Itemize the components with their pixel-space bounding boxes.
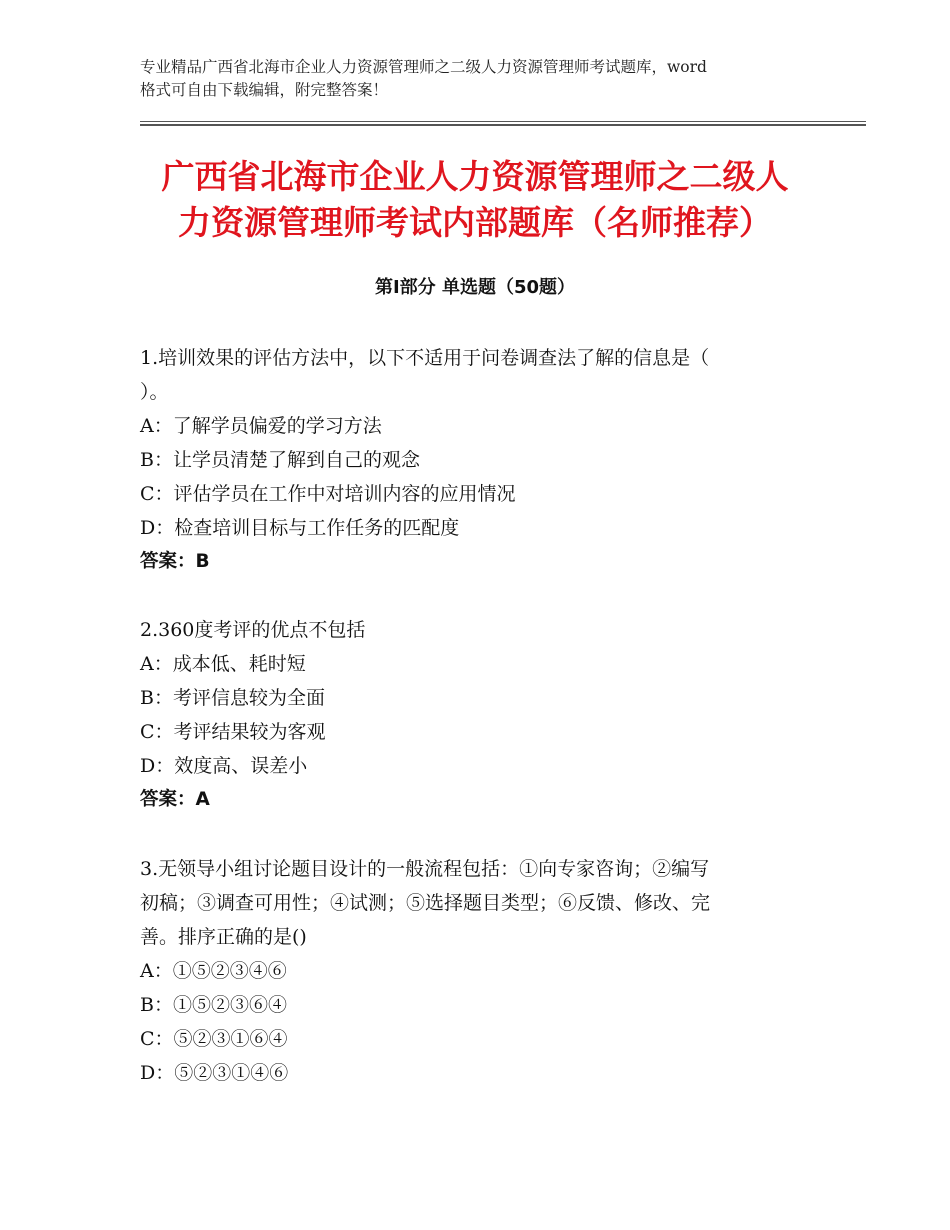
question-stem: [140, 613, 820, 647]
option-a: A：成本低、耗时短: [140, 653, 306, 675]
question-1: [140, 341, 820, 579]
section-heading: 第Ⅰ部分 单选题（50题）: [374, 277, 575, 298]
option-a: A：了解学员偏爱的学习方法: [140, 415, 382, 437]
option-d: D：⑤②③①④⑥: [140, 1062, 289, 1084]
option-d: D：效度高、误差小: [140, 755, 308, 777]
option-d: D：检查培训目标与工作任务的匹配度: [140, 517, 460, 539]
document-header-note: [140, 56, 830, 102]
answer-key: 答案：B: [140, 551, 210, 572]
option-b: B：考评信息较为全面: [140, 687, 325, 709]
document-title-line-1: 广西省北海市企业人力资源管理师之二级人: [161, 157, 789, 196]
question-stem: [140, 852, 820, 954]
header-divider-thin: [140, 121, 866, 122]
header-note-line-1: 专业精品广西省北海市企业人力资源管理师之二级人力资源管理师考试题库，word: [140, 58, 707, 76]
question-stem-line: 善。排序正确的是(): [140, 926, 307, 948]
header-divider-thick: [140, 124, 866, 126]
option-b: B：①⑤②③⑥④: [140, 994, 287, 1016]
question-stem: [140, 341, 820, 409]
question-stem-line: 2.360度考评的优点不包括: [140, 619, 366, 641]
question-stem-line: 3.无领导小组讨论题目设计的一般流程包括：①向专家咨询；②编写: [140, 858, 710, 880]
option-c: C：⑤②③①⑥④: [140, 1028, 288, 1050]
header-note-line-2: 格式可自由下载编辑，附完整答案！: [140, 81, 389, 99]
question-stem-line: 1.培训效果的评估方法中，以下不适用于问卷调查法了解的信息是（: [140, 347, 710, 369]
option-c: C：考评结果较为客观: [140, 721, 326, 743]
option-c: C：评估学员在工作中对培训内容的应用情况: [140, 483, 516, 505]
document-title: [60, 154, 890, 246]
option-b: B：让学员清楚了解到自己的观念: [140, 449, 420, 471]
answer-key: 答案：A: [140, 789, 210, 810]
question-3: [140, 852, 820, 1090]
option-a: A：①⑤②③④⑥: [140, 960, 287, 982]
document-title-line-2: 力资源管理师考试内部题库（名师推荐）: [178, 203, 772, 242]
question-2: [140, 613, 820, 817]
question-stem-line: 初稿；③调查可用性；④试测；⑤选择题目类型；⑥反馈、修改、完: [140, 892, 711, 914]
question-stem-line: ）。: [140, 381, 169, 403]
